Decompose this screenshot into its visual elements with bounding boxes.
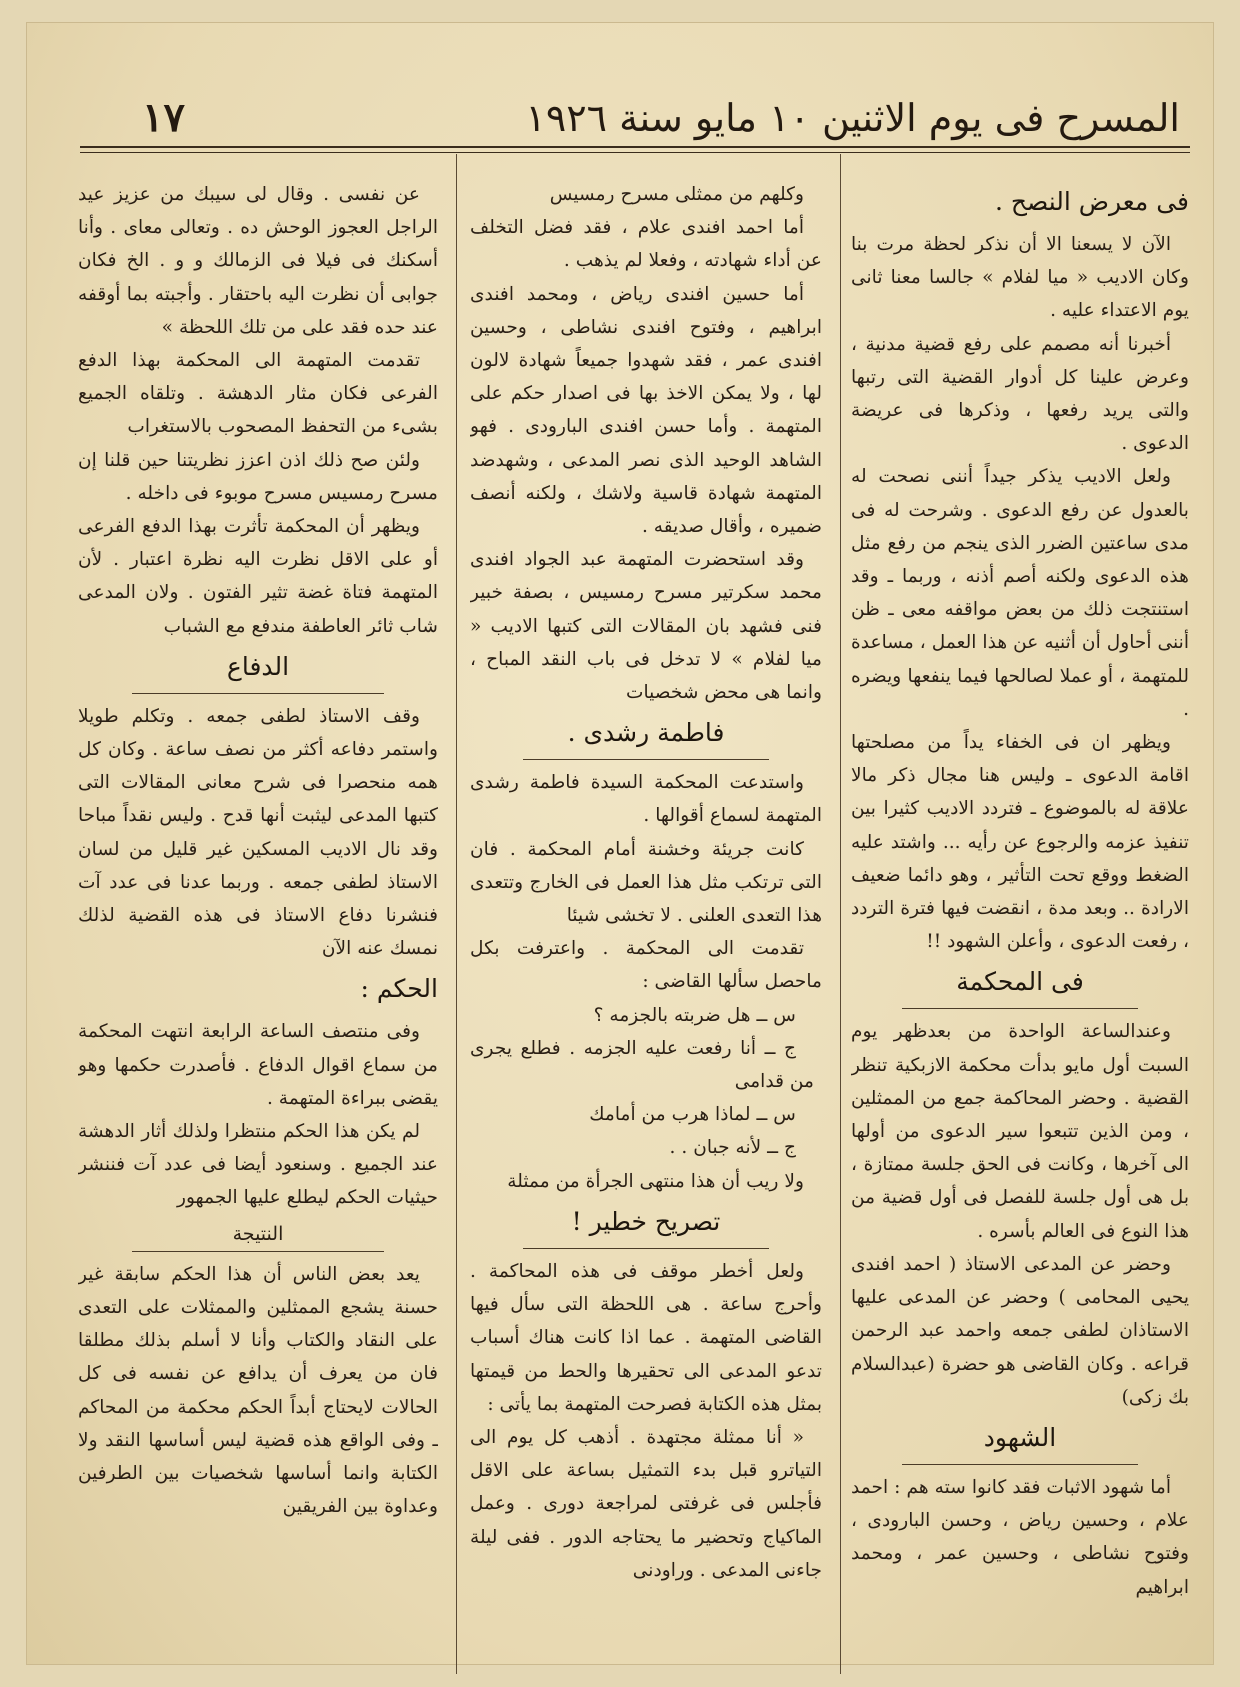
paragraph: ولئن صح ذلك اذن اعزز نظريتنا حين قلنا إن مسرح رمسيس مسرح موبوء فى داخله . [78, 449, 438, 504]
paragraph: أما شهود الاثبات فقد كانوا سته هم : احمد علام ، وحسين رياض ، وحسن البارودى ، وفتوح نشاطى ، وحسين عمر ، ومحمد ابراهيم [851, 1476, 1189, 1598]
paragraph: لم يكن هذا الحكم منتظرا ولذلك أثار الدهشة عند الجميع . وسنعود أيضا فى عدد آت فننشر حيثيات الحكم ليطلع عليها الجمهور [78, 1121, 438, 1209]
section-heading: فى المحكمة [956, 967, 1084, 997]
paragraph: وكلهم من ممثلى مسرح رمسيس [549, 184, 804, 205]
paragraph: كانت جريئة وخشنة أمام المحكمة . فان التى ترتكب مثل هذا العمل فى الخارج وتتعدى هذا التعدى العلنى . لا تخشى شيئا [470, 838, 822, 927]
dialogue-line: س ــ لماذا هرب من أمامك [589, 1104, 796, 1126]
paragraph: عن نفسى . وقال لى سيبك من عزيز عيد الراجل العجوز الوحش ده . وتعالى معاى . وأنا أسكنك فى فيلا فى الزمالك و و . الخ فكان جوابى أن نظرت اليه باحتقار . وأجبته بما أوقفه عند حده فقد على من تلك اللحظة » [78, 184, 438, 338]
page-header [80, 90, 1190, 148]
paragraph: ولعل أخطر موقف فى هذه المحاكمة . وأحرج ساعة . هى اللحظة التى سأل فيها القاضى المتهمة . عما اذا كانت هناك أسباب تدعو المدعى الى تحقيرها والحط من قيمتها بمثل هذه الكتابة فصرحت المتهمة بما يأتى : [470, 1260, 822, 1415]
column-divider [456, 154, 457, 1674]
paragraph: وقد استحضرت المتهمة عبد الجواد افندى محمد سكرتير مسرح رمسيس ، بصفة خبير فنى فشهد بان المقالات التى كتبها الاديب « ميا لفلام » لا تدخل فى باب النقد المباح ، وانما هى محض شخصيات [470, 549, 822, 704]
heading-rule [902, 1464, 1139, 1465]
paragraph: واستدعت المحكمة السيدة فاطمة رشدى المتهمة لسماع أقوالها . [470, 772, 822, 827]
paragraph: تقدمت المتهمة الى المحكمة بهذا الدفع الفرعى فكان مثار الدهشة . وتلقاه الجميع بشىء من التحفظ المصحوب بالاستغراب [78, 350, 438, 438]
paragraph: وفى منتصف الساعة الرابعة انتهت المحكمة من سماع اقوال الدفاع . فأصدرت حكمها وهو يقضى ببراءة المتهمة . [78, 1021, 438, 1109]
section-heading: تصريح خطير ! [571, 1206, 721, 1236]
header-rule [80, 146, 1190, 148]
header-title: المسرح فى يوم الاثنين ١٠ مايو سنة ١٩٢٦ [525, 96, 1180, 140]
section-heading: الدفاع [226, 651, 290, 681]
paragraph: « أنا ممثلة مجتهدة . أذهب كل يوم الى التياترو قبل بدء التمثيل بساعة على الاقل فأجلس فى غرفتى لمراجعة دورى . وعمل الماكياج وتحضير ما يحتاجه الدور . ففى ليلة جاءنى المدعى . وراودنى [470, 1426, 822, 1581]
column-middle [470, 178, 822, 1668]
section-heading: فى معرض النصح . [995, 187, 1189, 216]
column-divider [840, 154, 841, 1674]
heading-rule [523, 1248, 769, 1249]
heading-rule [132, 1251, 384, 1252]
paragraph: تقدمت الى المحكمة . واعترفت بكل ماحصل سألها القاضى : [470, 938, 822, 993]
section-heading: فاطمة رشدى . [567, 718, 725, 748]
heading-rule [523, 759, 769, 760]
heading-rule [902, 1008, 1139, 1009]
newspaper-page [26, 22, 1214, 1665]
paragraph: وحضر عن المدعى الاستاذ ( احمد افندى يحيى المحامى ) وحضر عن المدعى عليها الاستاذان لطفى جمعه واحمد عبد الرحمن قراعه . وكان القاضى هو حضرة (عبدالسلام بك زكى) [851, 1253, 1189, 1408]
section-subheading: النتيجة [232, 1222, 284, 1245]
paragraph: وعندالساعة الواحدة من بعدظهر يوم السبت أول مايو بدأت محكمة الازبكية تنظر القضية . وحضر المحاكمة جمع من الممثلين ، ومن الذين تتبعوا سير الدعوى من أولها الى آخرها ، وكانت فى الحق جلسة ممتازة ، بل هى أول جلسة للفصل فى أول قضية من هذا النوع فى العالم بأسره . [851, 1021, 1189, 1242]
paragraph: ويظهر ان فى الخفاء يداً من مصلحتها اقامة الدعوى ـ وليس هنا مجال ذكر مالا علاقة له بالموضوع ـ فتردد الاديب كثيرا بين تنفيذ عزمه والرجوع عن رأيه ... واشتد عليه الضغط ووقع تحت التأثير ، وهو دائما ضعيف الارادة .. وبعد مدة ، انقضت فيها فترة التردد ، رفعت الدعوى ، وأعلن الشهود !! [851, 732, 1189, 953]
paragraph: يعد بعض الناس أن هذا الحكم سابقة غير حسنة يشجع الممثلين والممثلات على التعدى على النقاد والكتاب وأنا لا أسلم بذلك مطلقا فان من يعرف أن يدافع عن نفسه فى كل الحالات لايحتاج أبداً الحكم محكمة من المحاكم ـ وفى الواقع هذه قضية ليس أساسها النقد ولا الكتابة وانما أساسها شخصيات بين الطرفين وعداوة بين الفريقين [78, 1263, 438, 1518]
paragraph: وقف الاستاذ لطفى جمعه . وتكلم طويلا واستمر دفاعه أكثر من نصف ساعة . وكان كل همه منحصرا فى شرح معانى المقالات التى كتبها المدعى ليثبت أنها قدح . وليس نقداً مباحا وقد نال الاديب المسكين غير قليل من لسان الاستاذ لطفى جمعه . وربما عدنا فى عدد آت فنشرنا دفاع الاستاذ فى هذه القضية لذلك نمسك عنه الآن [78, 705, 438, 960]
paragraph: الآن لا يسعنا الا أن نذكر لحظة مرت بنا وكان الاديب « ميا لفلام » جالسا معنا ثانى يوم الاعتداء عليه . [851, 234, 1189, 322]
paragraph: ولعل الاديب يذكر جيداً أننى نصحت له بالعدول عن رفع الدعوى . وشرحت له فى مدى ساعتين الضرر الذى ينجم من رفع مثل هذه الدعوى ولكنه أصم أذنه ، وربما ـ وقد استنتجت ذلك من بعض مواقفه معى ـ ظن أننى أحاول أن أثنيه عن هذا العمل ، مساعدة للمتهمة ، أو عملا لصالحها فيما ينفعها ويضره . [851, 466, 1189, 720]
header-rule-thin [80, 152, 1190, 153]
page-number: ١٧ [142, 94, 185, 141]
section-heading: الحكم : [360, 974, 438, 1004]
column-right [851, 178, 1189, 1668]
section-heading: الشهود [983, 1422, 1057, 1452]
paragraph: أما احمد افندى علام ، فقد فضل التخلف عن أداء شهادته ، وفعلا لم يذهب . [470, 217, 822, 272]
dialogue-line: س ــ هل ضربته بالجزمه ؟ [593, 1004, 796, 1026]
paragraph: ولا ريب أن هذا منتهى الجرأة من ممثلة [507, 1170, 804, 1192]
paragraph: أما حسين افندى رياض ، ومحمد افندى ابراهيم ، وفتوح افندى نشاطى ، وحسين افندى عمر ، فقد شهدوا جميعاً شهادة لالون لها ، ولا يمكن الاخذ بها فى اصدار حكم على المتهمة . وأما حسن افندى البارودى . فهو الشاهد الوحيد الذى نصر المدعى ، وشهدضد المتهمة شهادة قاسية ولاشك ، ولكنه أنصف ضميره ، وأقال صديقه . [470, 283, 822, 538]
paragraph: أخبرنا أنه مصمم على رفع قضية مدنية ، وعرض علينا كل أدوار القضية التى رتبها والتى يريد رفعها ، وذكرها فى عريضة الدعوى . [851, 333, 1189, 455]
dialogue-line: ج ــ لأنه جبان . . [669, 1137, 796, 1159]
paragraph: ويظهر أن المحكمة تأثرت بهذا الدفع الفرعى أو على الاقل نظرت اليه نظرة اعتبار . لأن المتهمة فتاة غضة تثير الفتون . ولان المدعى شاب ثائر العاطفة مندفع مع الشباب [78, 516, 438, 637]
heading-rule [132, 693, 384, 694]
column-left [78, 178, 438, 1668]
dialogue-line: ج ــ أنا رفعت عليه الجزمه . فطلع يجرى من قدامى [470, 1037, 814, 1093]
